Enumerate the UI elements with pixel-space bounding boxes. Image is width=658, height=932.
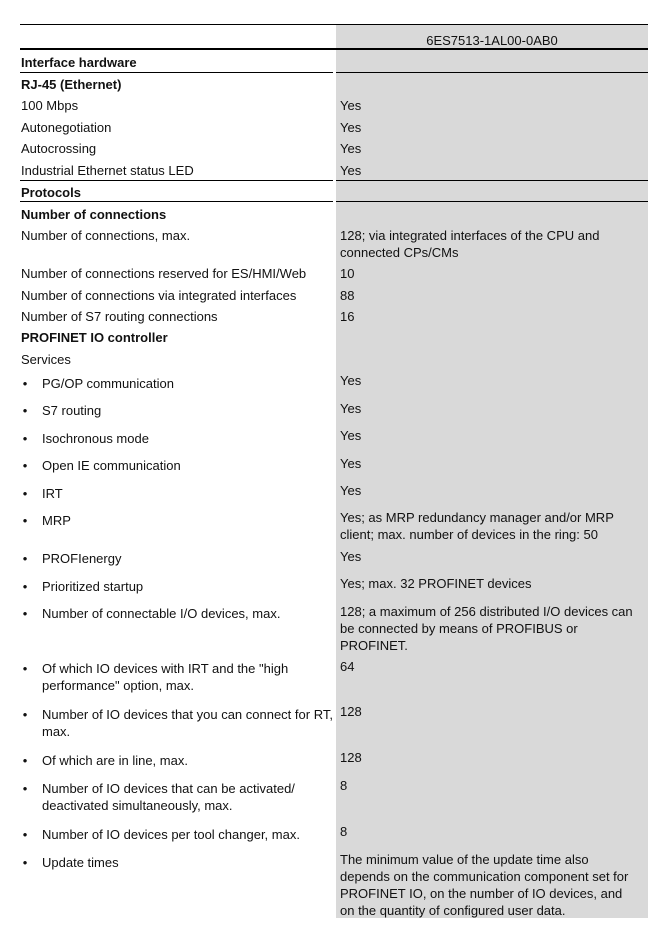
service-value: Yes; as MRP redundancy manager and/or MRP client; max. number of devices in the ring: 50 — [340, 510, 614, 542]
section-protocols: Protocols — [21, 185, 81, 200]
row-label: Number of connections reserved for ES/HMI/Web — [21, 266, 307, 281]
bullet-icon: • — [22, 579, 28, 594]
row-label: Number of connections via integrated interfaces — [21, 288, 297, 303]
service-label: IRT — [42, 486, 63, 501]
service-value: Yes — [340, 483, 362, 498]
service-label: Number of IO devices that can be activated/ deactivated simultaneously, max. — [42, 781, 295, 813]
service-value: Yes — [340, 549, 362, 564]
row-value: 10 — [340, 266, 355, 281]
service-value: Yes — [340, 456, 362, 471]
row-label: Autocrossing — [21, 141, 97, 156]
service-value: 128 — [340, 704, 362, 719]
row-value: Yes — [340, 141, 362, 156]
bullet-icon: • — [22, 551, 28, 566]
section-interface-hardware: Interface hardware — [21, 55, 137, 70]
service-value: 128 — [340, 750, 362, 765]
bullet-icon: • — [22, 707, 28, 722]
service-label: PG/OP communication — [42, 376, 174, 391]
service-label: MRP — [42, 513, 71, 528]
bullet-icon: • — [22, 486, 28, 501]
section-rule — [336, 72, 648, 73]
service-label: S7 routing — [42, 403, 102, 418]
service-value: Yes — [340, 373, 362, 388]
service-value: 128; a maximum of 256 distributed I/O devices can be connected by means of PROFIBUS or PROFINET. — [340, 604, 633, 653]
subsection-rj45: RJ-45 (Ethernet) — [21, 77, 122, 92]
subsection-number-of-connections: Number of connections — [21, 207, 167, 222]
bullet-icon: • — [22, 827, 28, 842]
table-top-rule — [20, 24, 648, 25]
service-value: 8 — [340, 778, 348, 793]
section-rule — [20, 72, 333, 73]
row-label: Industrial Ethernet status LED — [21, 163, 194, 178]
subsection-profinet-io-controller: PROFINET IO controller — [21, 330, 168, 345]
service-label: Open IE communication — [42, 458, 181, 473]
services-label: Services — [21, 352, 71, 367]
section-rule — [20, 180, 333, 181]
row-value: Yes — [340, 163, 362, 178]
row-value: Yes — [340, 98, 362, 113]
bullet-icon: • — [22, 403, 28, 418]
service-label: Of which are in line, max. — [42, 753, 188, 768]
service-label: Number of connectable I/O devices, max. — [42, 606, 281, 621]
column-header-order-number: 6ES7513-1AL00-0AB0 — [426, 33, 558, 48]
service-value: 64 — [340, 659, 355, 674]
row-value: Yes — [340, 120, 362, 135]
row-label: Number of connections, max. — [21, 228, 191, 243]
row-label: Autonegotiation — [21, 120, 112, 135]
service-label: Prioritized startup — [42, 579, 144, 594]
service-label: Number of IO devices per tool changer, max. — [42, 827, 300, 842]
service-label: Of which IO devices with IRT and the "high performance" option, max. — [42, 661, 289, 693]
service-label: PROFIenergy — [42, 551, 122, 566]
section-rule — [336, 201, 648, 202]
service-value: 8 — [340, 824, 348, 839]
row-label: 100 Mbps — [21, 98, 79, 113]
bullet-icon: • — [22, 781, 28, 796]
bullet-icon: • — [22, 458, 28, 473]
bullet-icon: • — [22, 431, 28, 446]
section-rule — [336, 180, 648, 181]
section-rule — [20, 201, 333, 202]
service-label: Number of IO devices that you can connect for RT, max. — [42, 707, 333, 739]
row-value: 88 — [340, 288, 355, 303]
row-label: Number of S7 routing connections — [21, 309, 218, 324]
bullet-icon: • — [22, 753, 28, 768]
bullet-icon: • — [22, 661, 28, 676]
service-value: The minimum value of the update time also depends on the communication component set for PROFINET IO, on the number of IO devices, and on the quantity of configured user data. — [340, 852, 629, 918]
service-value: Yes — [340, 401, 362, 416]
row-value: 128; via integrated interfaces of the CPU and connected CPs/CMs — [340, 228, 600, 260]
row-value: 16 — [340, 309, 355, 324]
service-value: Yes — [340, 428, 362, 443]
service-value: Yes; max. 32 PROFINET devices — [340, 576, 532, 591]
service-label: Isochronous mode — [42, 431, 149, 446]
service-label: Update times — [42, 855, 119, 870]
bullet-icon: • — [22, 606, 28, 621]
bullet-icon: • — [22, 855, 28, 870]
bullet-icon: • — [22, 513, 28, 528]
bullet-icon: • — [22, 376, 28, 391]
